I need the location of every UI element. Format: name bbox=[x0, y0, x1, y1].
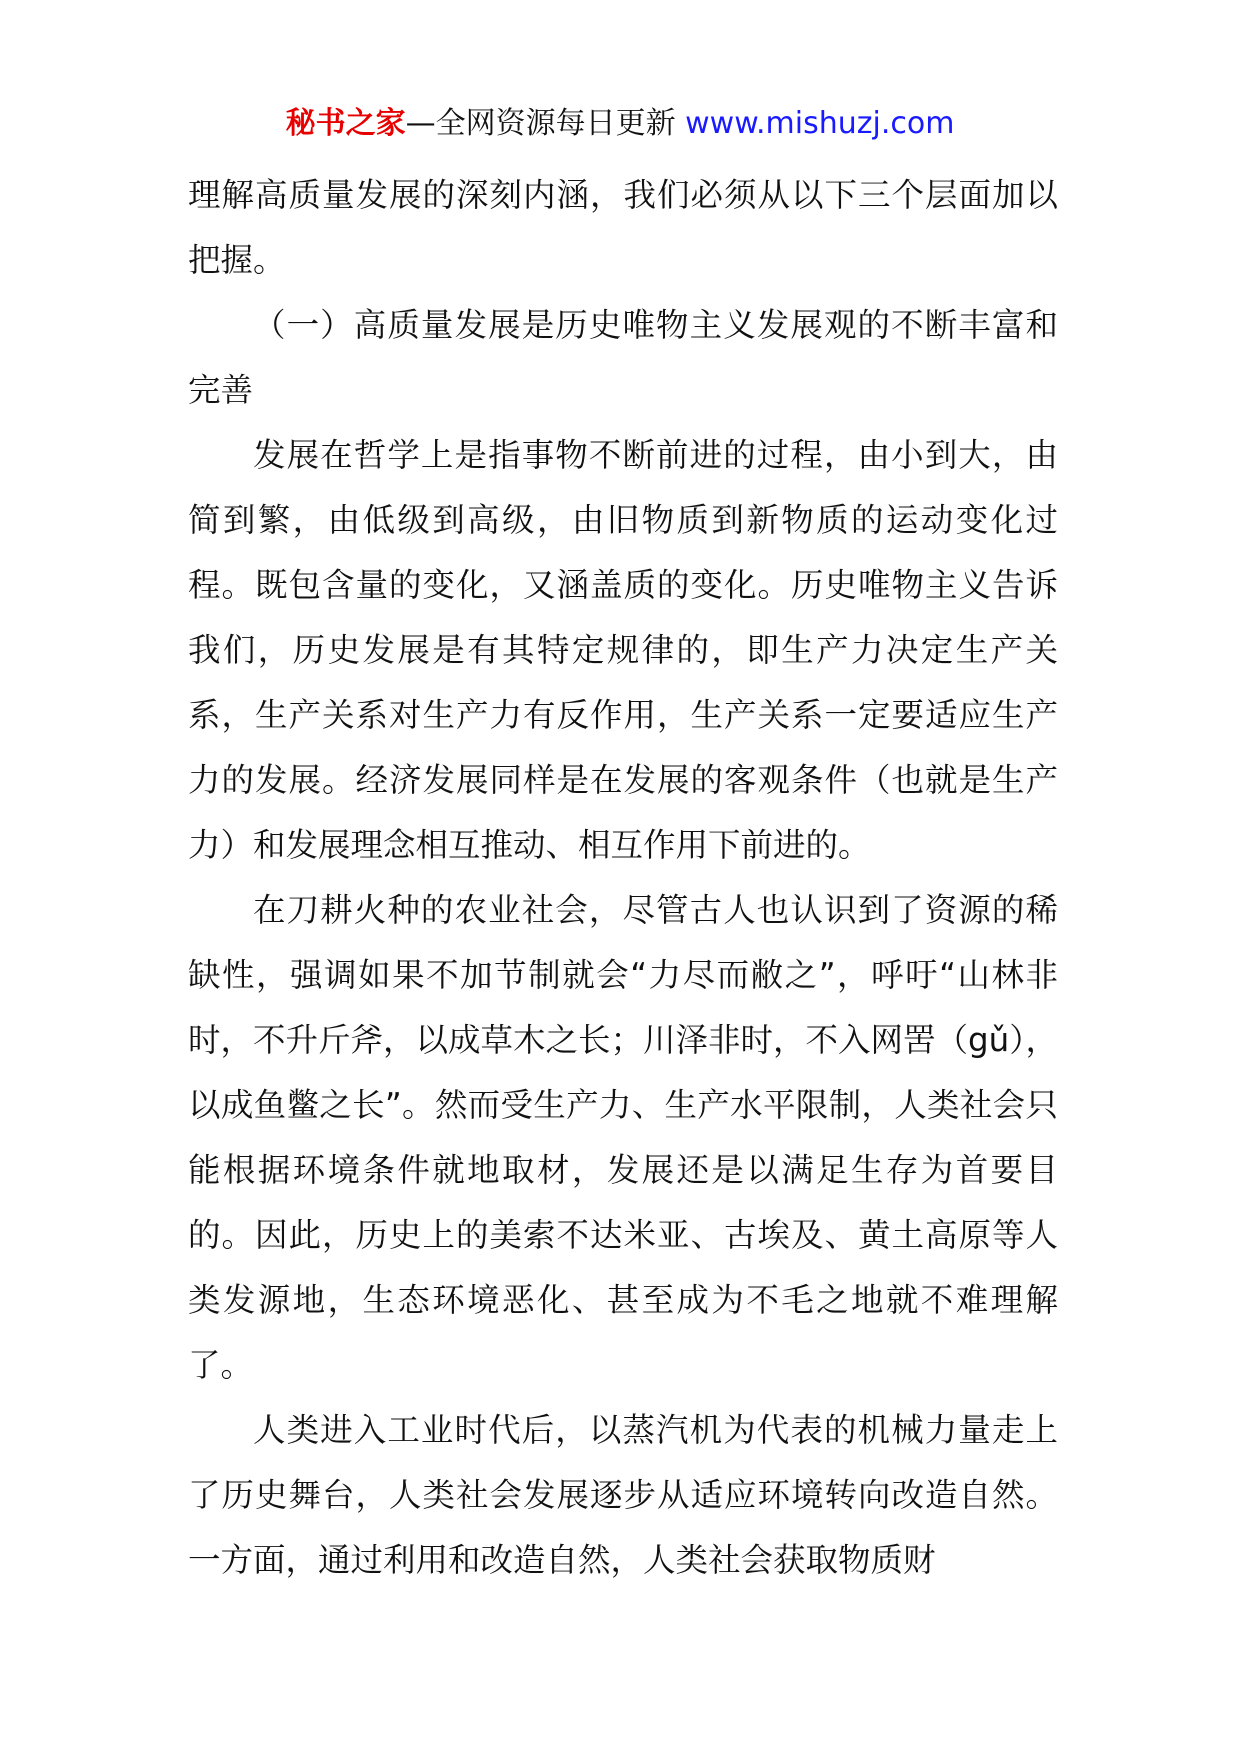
document-body bbox=[188, 163, 1058, 1593]
paragraph-industrial-age: 人类进入工业时代后，以蒸汽机为代表的机械力量走上了历史舞台，人类社会发展逐步从适应环境转向改造自然。一方面，通过利用和改造自然，人类社会获取物质财 bbox=[188, 1411, 1058, 1579]
paragraph-intro-continued: 理解高质量发展的深刻内涵，我们必须从以下三个层面加以把握。 bbox=[188, 176, 1058, 279]
site-header bbox=[0, 100, 1240, 148]
site-slogan: —全网资源每日更新 bbox=[405, 106, 676, 141]
section-heading: （一）高质量发展是历史唯物主义发展观的不断丰富和完善 bbox=[188, 306, 1058, 409]
site-brand: 秘书之家 bbox=[285, 106, 406, 141]
paragraph-agricultural-society: 在刀耕火种的农业社会，尽管古人也认识到了资源的稀缺性，强调如果不加节制就会“力尽而敝之”，呼吁“山林非时，不升斤斧，以成草木之长；川泽非时，不入网罟（gǔ），以成鱼鳖之长”。然而受生产力、生产水平限制，人类社会只能根据环境条件就地取材，发展还是以满足生存为首要目的。因此，历史上的美索不达米亚、古埃及、黄土高原等人类发源地，生态环境恶化、甚至成为不毛之地就不难理解了。 bbox=[188, 891, 1058, 1384]
paragraph-development-philosophy: 发展在哲学上是指事物不断前进的过程，由小到大，由简到繁，由低级到高级，由旧物质到新物质的运动变化过程。既包含量的变化，又涵盖质的变化。历史唯物主义告诉我们，历史发展是有其特定规律的，即生产力决定生产关系，生产关系对生产力有反作用，生产关系一定要适应生产力的发展。经济发展同样是在发展的客观条件（也就是生产力）和发展理念相互推动、相互作用下前进的。 bbox=[188, 436, 1058, 864]
site-url-link[interactable]: www.mishuzj.com bbox=[685, 106, 955, 141]
